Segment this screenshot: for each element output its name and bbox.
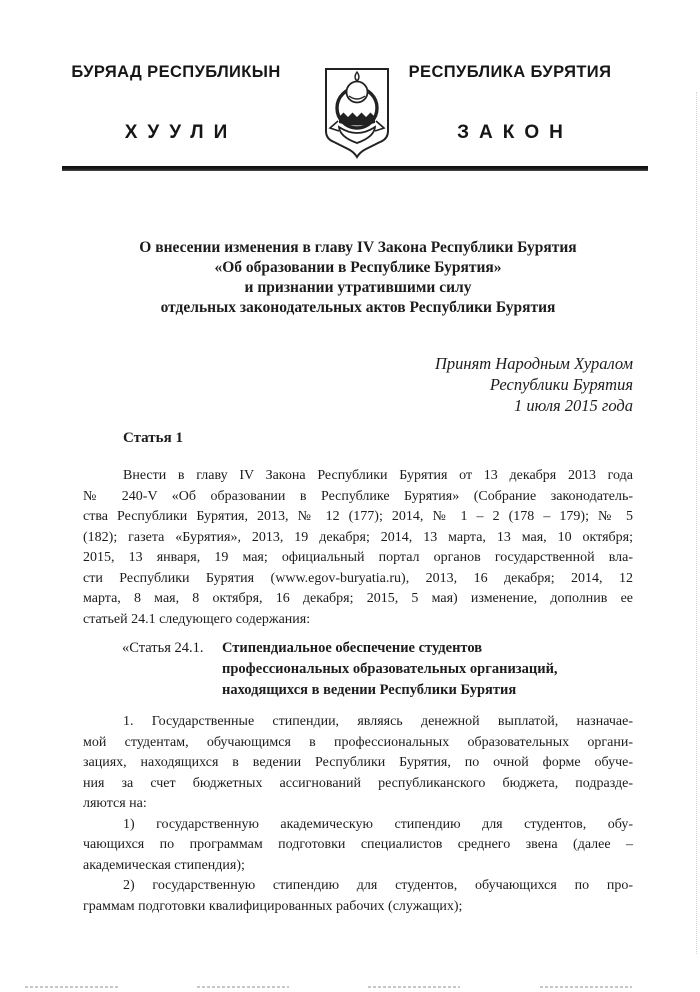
text-line: марта, 8 мая, 8 октября, 16 декабря; 2015, 5 мая) изменение, дополнив ее (83, 591, 633, 606)
text-line: Внести в главу IV Закона Республики Бурятия от 13 декабря 2013 года (123, 468, 633, 483)
article-24-1-title-line: Стипендиальное обеспечение студентов (222, 640, 483, 656)
article-1-paragraph (83, 466, 633, 630)
text-line: ния за счет бюджетных ассигнований республиканского бюджета, подразде- (83, 775, 633, 791)
scan-bottom-artifact (197, 986, 289, 988)
text-line: О внесении изменения в главу IV Закона Республики Бурятия (139, 239, 577, 256)
text-line: и признании утратившими силу (244, 279, 472, 296)
letterhead-left (68, 62, 284, 144)
text-line: чающихся по программам подготовки специалистов среднего звена (далее – (83, 837, 633, 852)
text-line: граммам подготовки квалифицированных рабочих (служащих); (83, 898, 463, 914)
text-line: 1) государственную академическую стипендию для студентов, обу- (123, 816, 633, 832)
article-24-1-heading-line-1 (83, 638, 633, 659)
article-24-1-label: «Статья 24.1. (122, 640, 204, 656)
subclause-1-paragraph (83, 815, 633, 877)
article-1-heading: Статья 1 (123, 430, 183, 446)
text-line: зациях, находящихся в ведении Республики Бурятия, по очной форме обуче- (83, 755, 633, 770)
subclause-2-paragraph (83, 876, 633, 917)
scan-bottom-artifact (368, 986, 460, 988)
header-rule (62, 166, 648, 171)
text-line: «Об образовании в Республике Бурятия» (214, 259, 502, 276)
text-line: статьей 24.1 следующего содержания: (83, 611, 311, 627)
text-line: 2015, 13 января, 19 мая; официальный портал органов государственной вла- (83, 550, 633, 565)
law-word-russian: ЗАКОН (457, 122, 573, 143)
article-24-1-title-line: находящихся в ведении Республики Бурятия (222, 682, 517, 698)
article-24-1-body (83, 712, 633, 917)
text-line: № 240-V «Об образовании в Республике Бурятия» (Собрание законодатель- (83, 488, 633, 504)
article-24-1-heading (83, 638, 633, 701)
text-line: Принят Народным Хуралом (434, 354, 633, 373)
text-line: ства Республики Бурятия, 2013, № 12 (177); 2014, № 1 – 2 (178 – 179); № 5 (83, 509, 633, 524)
text-line: (182); газета «Бурятия», 2013, 19 декабря; 2014, 13 марта, 13 мая, 10 октября; (83, 529, 633, 545)
text-line: 1 июля 2015 года (513, 396, 633, 415)
letterhead-right (382, 62, 638, 144)
text-line: академическая стипендия); (83, 857, 245, 873)
text-line: отдельных законодательных актов Республики Бурятия (160, 299, 556, 316)
text-line: ляются на: (83, 796, 147, 811)
scan-bottom-artifact (25, 986, 120, 988)
text-line: сти Республики Бурятия (www.egov-buryatia.ru), 2013, 16 декабря; 2014, 12 (83, 570, 633, 586)
scan-edge-artifact (696, 92, 697, 954)
text-line: 2) государственную стипендию для студентов, обучающихся по про- (123, 878, 633, 893)
document-title (83, 238, 633, 318)
text-line: мой студентам, обучающимся в профессиональных образовательных органи- (83, 734, 633, 750)
republic-name-buryat: БУРЯАД РЕСПУБЛИКЫН (71, 63, 281, 81)
scan-bottom-artifact (540, 986, 632, 988)
adoption-note (83, 353, 633, 416)
article-24-1-title-line: профессиональных образовательных организаций, (222, 661, 558, 677)
text-line: Республики Бурятия (489, 375, 633, 394)
law-word-buryat: ХУУЛИ (124, 122, 238, 143)
text-line: 1. Государственные стипендии, являясь денежной выплатой, назначае- (123, 714, 633, 729)
republic-name-russian: РЕСПУБЛИКА БУРЯТИЯ (408, 63, 612, 81)
clause-1-paragraph (83, 712, 633, 815)
